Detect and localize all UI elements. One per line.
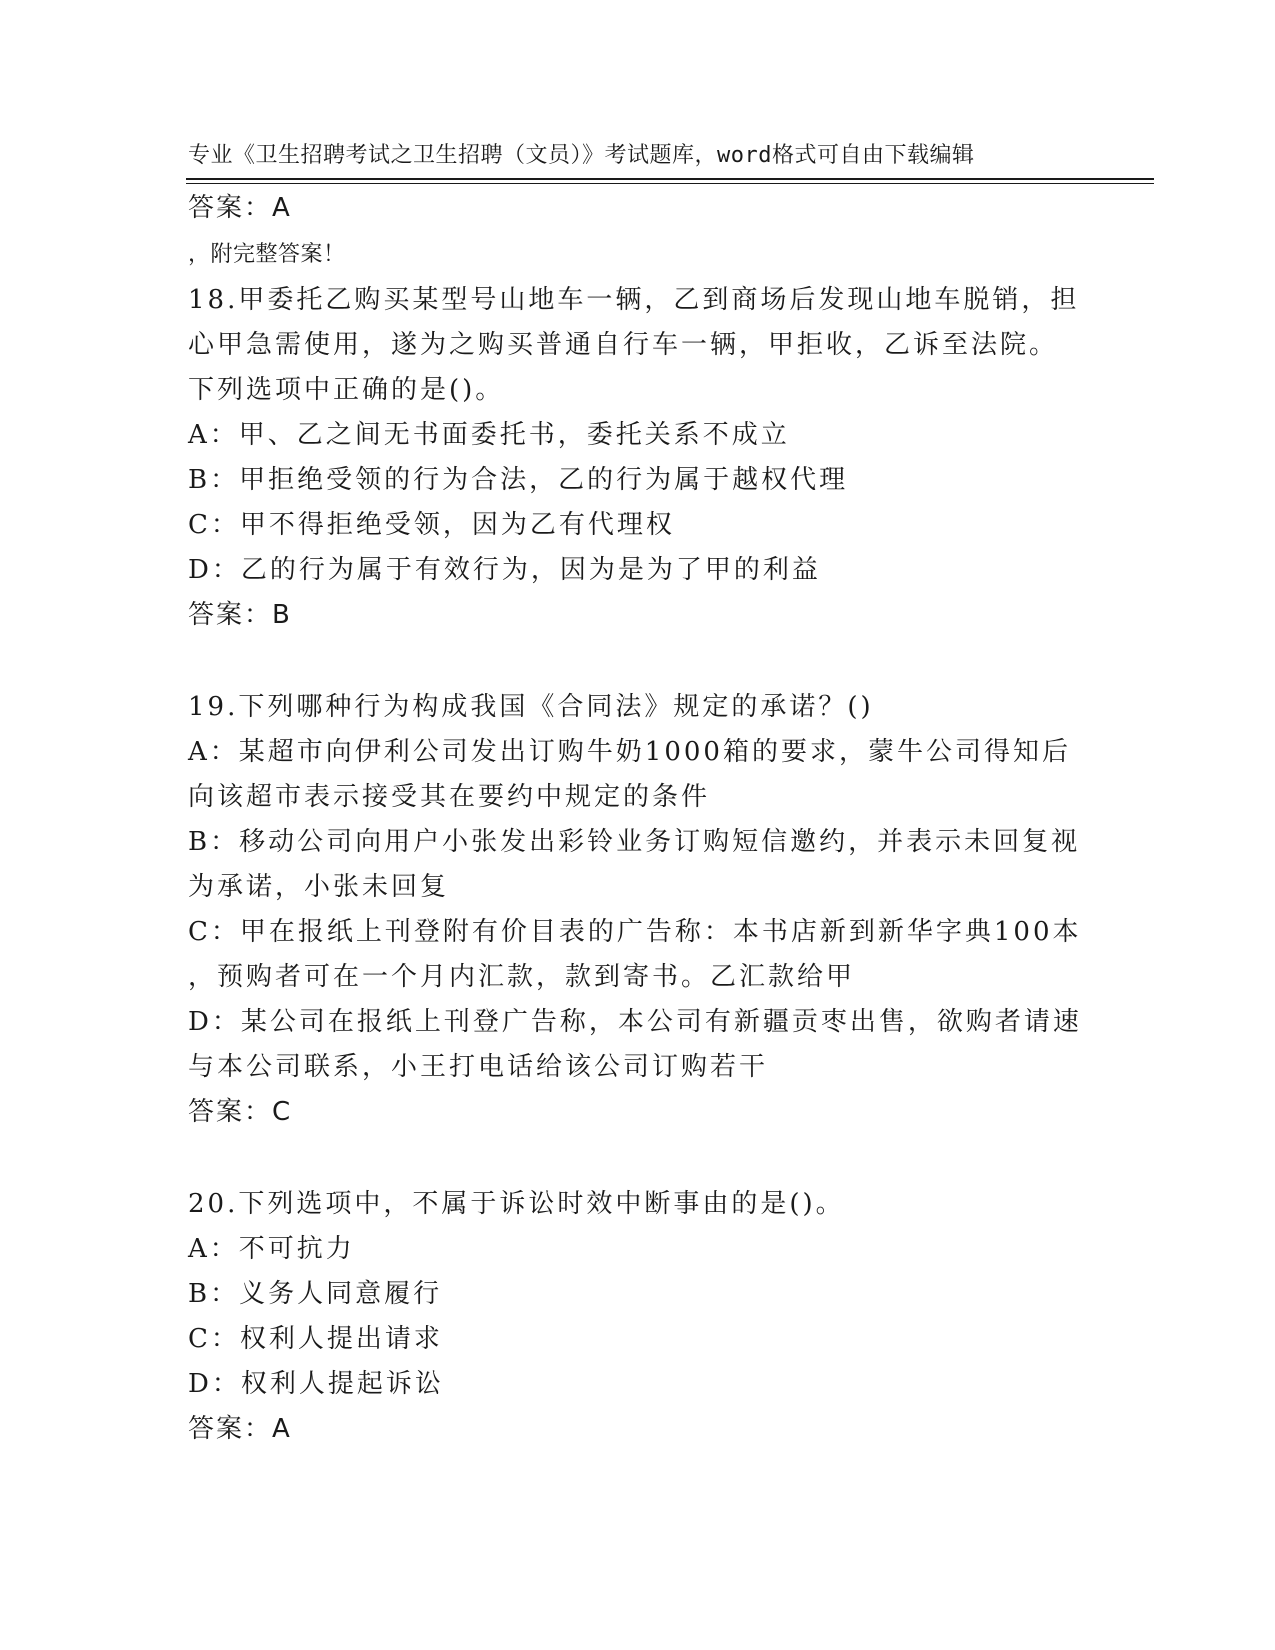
question-19-answer: 答案：C — [188, 1097, 293, 1127]
question-18-option-b: B：甲拒绝受领的行为合法，乙的行为属于越权代理 — [188, 465, 849, 495]
question-19-option-a-line-2: 向该超市表示接受其在要约中规定的条件 — [188, 782, 711, 812]
question-20 — [188, 1182, 1088, 1452]
question-18-answer: 答案：B — [188, 600, 292, 630]
header-line-2: ，附完整答案！ — [188, 242, 346, 267]
question-20-option-b: B：义务人同意履行 — [188, 1279, 443, 1309]
question-18 — [188, 278, 1088, 638]
question-content — [188, 186, 1088, 1452]
answer-17: 答案：A — [188, 193, 292, 223]
header-divider-thin — [186, 183, 1154, 184]
question-18-stem-line-2: 心甲急需使用，遂为之购买普通自行车一辆，甲拒收，乙诉至法院。 — [188, 330, 1059, 360]
header-line-1: 专业《卫生招聘考试之卫生招聘（文员）》考试题库，word格式可自由下载编辑 — [188, 143, 975, 168]
question-19-option-d-line-2: 与本公司联系，小王打电话给该公司订购若干 — [188, 1052, 769, 1082]
question-19-option-b-line-1: B：移动公司向用户小张发出彩铃业务订购短信邀约，并表示未回复视 — [188, 827, 1081, 857]
question-20-answer: 答案：A — [188, 1414, 292, 1444]
question-19-option-c-line-1: C：甲在报纸上刊登附有价目表的广告称：本书店新到新华字典100本 — [188, 917, 1082, 947]
question-19-option-a-line-1: A：某超市向伊利公司发出订购牛奶1000箱的要求，蒙牛公司得知后 — [188, 737, 1071, 767]
spacer — [188, 231, 1088, 278]
question-19-stem: 19.下列哪种行为构成我国《合同法》规定的承诺？() — [188, 692, 874, 722]
question-18-stem-line-1: 18.甲委托乙购买某型号山地车一辆，乙到商场后发现山地车脱销，担 — [188, 285, 1080, 315]
question-20-stem: 20.下列选项中，不属于诉讼时效中断事由的是()。 — [188, 1189, 845, 1219]
question-20-option-d: D：权利人提起诉讼 — [188, 1369, 444, 1399]
question-20-option-c: C：权利人提出请求 — [188, 1324, 443, 1354]
spacer — [188, 638, 1088, 685]
question-18-option-c: C：甲不得拒绝受领，因为乙有代理权 — [188, 510, 675, 540]
question-19-option-d-line-1: D：某公司在报纸上刊登广告称，本公司有新疆贡枣出售，欲购者请速 — [188, 1007, 1082, 1037]
question-18-stem-line-3: 下列选项中正确的是()。 — [188, 375, 505, 405]
question-18-option-d: D：乙的行为属于有效行为，因为是为了甲的利益 — [188, 555, 821, 585]
question-19-option-b-line-2: 为承诺，小张未回复 — [188, 872, 450, 902]
header-divider-thick — [186, 178, 1154, 180]
question-20-option-a: A：不可抗力 — [188, 1234, 355, 1264]
spacer — [188, 1135, 1088, 1182]
question-19 — [188, 685, 1088, 1135]
question-18-option-a: A：甲、乙之间无书面委托书，委托关系不成立 — [188, 420, 790, 450]
question-19-option-c-line-2: ，预购者可在一个月内汇款，款到寄书。乙汇款给甲 — [188, 962, 856, 992]
